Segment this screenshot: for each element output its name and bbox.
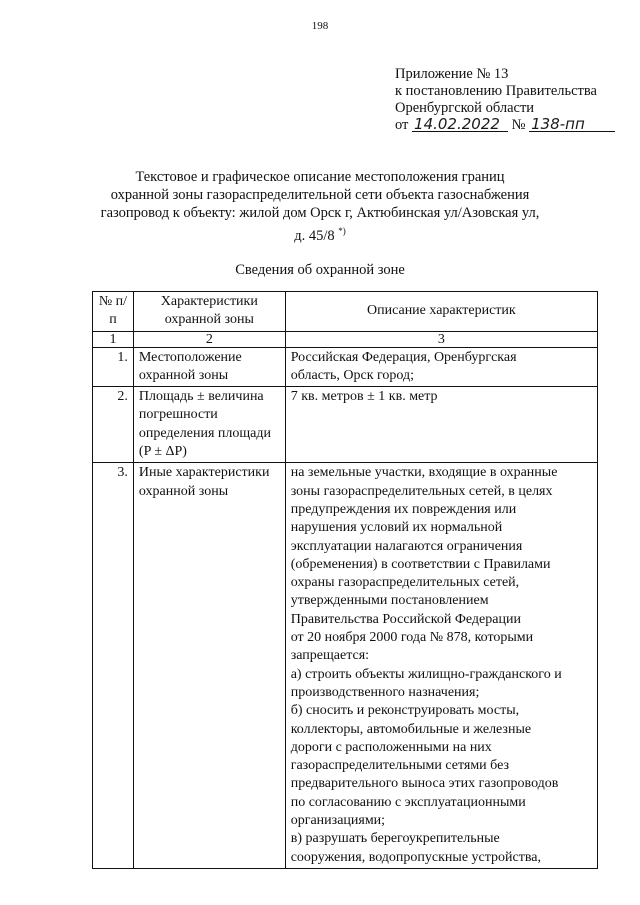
description-line: б) сносить и реконструировать мосты,: [290, 703, 520, 719]
index-cell: 2: [133, 331, 285, 347]
page-number: 198: [311, 20, 329, 32]
index-cell: 3: [285, 331, 597, 347]
description-line: коллекторы, автомобильные и железные: [290, 721, 532, 737]
row-number: 3.: [93, 463, 134, 869]
description-line: в) разрушать берегоукрепительные: [290, 831, 500, 847]
title-line-last: [100, 222, 540, 245]
header-cell: Характеристики охранной зоны: [133, 292, 285, 332]
description-line: охраны газораспределительных сетей,: [290, 575, 520, 591]
description-line: предупреждения их повреждения или: [290, 501, 517, 517]
handwritten-date: 14.02.2022: [412, 117, 508, 132]
description-line: предварительного выноса этих газопроводов: [290, 776, 559, 792]
description-line: нарушения условий их нормальной: [290, 520, 503, 536]
description-line: сооружения, водопропускные устройства,: [290, 849, 542, 865]
description-line: дороги с расположенными на них: [290, 739, 492, 755]
description-line: производственного назначения;: [290, 684, 480, 700]
row-number: 1.: [93, 347, 134, 387]
description-line: газораспределительными сетями без: [290, 758, 510, 774]
number-sign: №: [511, 117, 526, 133]
row-description: [285, 387, 597, 463]
row-characteristic: Площадь ± величина погрешности определения площади (P ± ΔP): [133, 387, 285, 463]
from-label: от: [395, 117, 409, 133]
protection-zone-table: [92, 291, 598, 869]
appendix-block: [395, 66, 615, 134]
table-row: [93, 347, 598, 387]
row-description: [285, 347, 597, 387]
row-description: [285, 463, 597, 869]
description-line: а) строить объекты жилищно-гражданского и: [290, 666, 562, 682]
row-characteristic: Местоположение охранной зоны: [133, 347, 285, 387]
description-line: зоны газораспределительных сетей, в целях: [290, 483, 553, 499]
description-line: от 20 ноября 2000 года № 878, которыми: [290, 630, 534, 646]
table-header-row: [93, 292, 598, 332]
row-characteristic: Иные характеристики охранной зоны: [133, 463, 285, 869]
title-line: охранной зоны газораспределительной сети объекта газоснабжения: [110, 187, 530, 203]
document-title: [100, 168, 540, 245]
footnote-mark: *): [338, 226, 346, 236]
table-index-row: [93, 331, 598, 347]
description-line: запрещается:: [290, 648, 370, 664]
description-line: область, Орск город;: [290, 367, 415, 383]
description-line: утвержденными постановлением: [290, 593, 489, 609]
title-line: газопровод к объекту: жилой дом Орск г, Актюбинская ул/Азовская ул,: [100, 205, 540, 221]
header-cell: № п/п: [93, 292, 134, 332]
appendix-line: к постановлению Правительства: [395, 83, 597, 99]
table-row: [93, 463, 598, 869]
description-line: организациями;: [290, 813, 386, 829]
table-row: [93, 387, 598, 463]
title-line: Текстовое и графическое описание местоположения границ: [135, 169, 505, 185]
row-number: 2.: [93, 387, 134, 463]
appendix-signature-line: [395, 117, 615, 134]
description-line: эксплуатации налагаются ограничения: [290, 538, 523, 554]
index-cell: 1: [93, 331, 134, 347]
title-line: д. 45/8: [294, 227, 335, 244]
description-line: Правительства Российской Федерации: [290, 611, 521, 627]
appendix-line: Приложение № 13: [395, 66, 509, 82]
handwritten-number: 138-пп: [529, 117, 615, 132]
description-line: (обременения) в соответствии с Правилами: [290, 556, 551, 572]
section-title: Сведения об охранной зоне: [235, 262, 405, 278]
description-line: 7 кв. метров ± 1 кв. метр: [290, 389, 438, 405]
description-line: Российская Федерация, Оренбургская: [290, 349, 517, 365]
description-line: по согласованию с эксплуатационными: [290, 794, 526, 810]
header-cell: Описание характеристик: [285, 292, 597, 332]
appendix-line: Оренбургской области: [395, 100, 535, 116]
description-line: на земельные участки, входящие в охранные: [290, 465, 558, 481]
